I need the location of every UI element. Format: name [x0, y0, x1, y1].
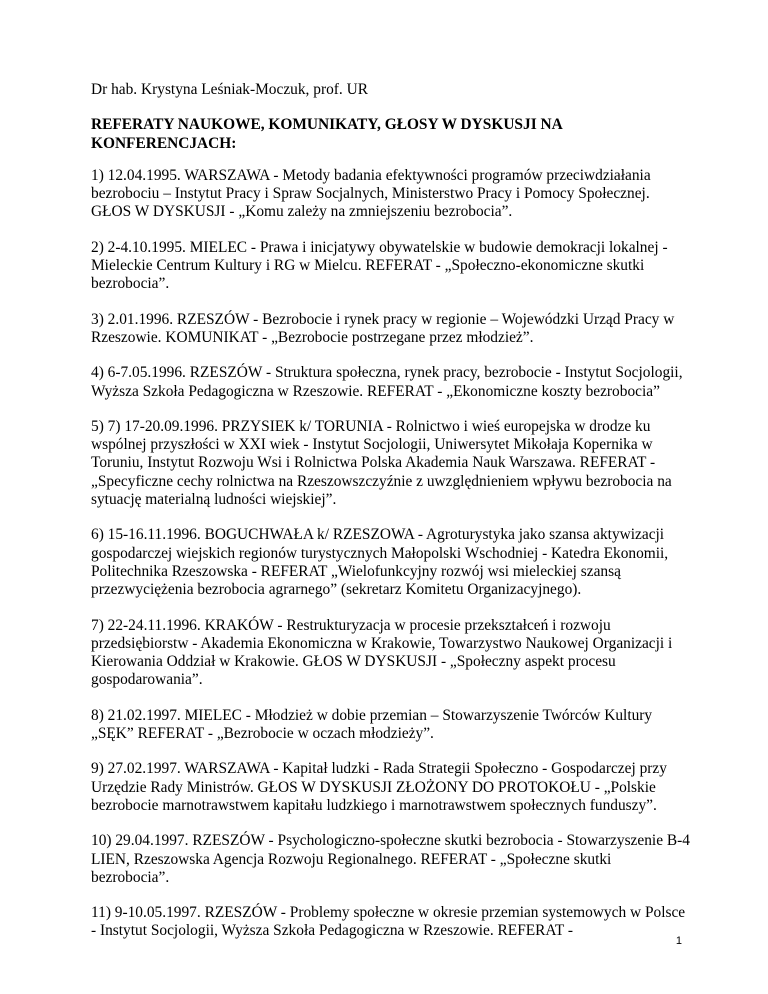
author-line: Dr hab. Krystyna Leśniak-Moczuk, prof. UR — [91, 81, 368, 98]
entry-6: 6) 15-16.11.1996. BOGUCHWAŁA k/ RZESZOWA - Agroturystyka jako szansa aktywizacji gospodarczej wiejskich regionów turystycznych Małopolski Wschodniej - Katedra Ekonomii, Politechnika Rzeszowska - REFERAT „Wielofunkcyjny rozwój wsi mieleckiej szansą przezwyciężenia bezrobocia agrarnego” (sekretarz Komitetu Organizacyjnego). — [91, 526, 669, 599]
page-number: 1 — [675, 935, 682, 947]
document-body — [91, 81, 691, 958]
entry-1: 1) 12.04.1995. WARSZAWA - Metody badania efektywności programów przeciwdziałania bezrobociu – Instytut Pracy i Spraw Socjalnych, Ministerstwo Pracy i Pomocy Społecznej. GŁOS W DYSKUSJI - „Komu zależy na zmniejszeniu bezrobocia”. — [91, 166, 651, 221]
entry-3: 3) 2.01.1996. RZESZÓW - Bezrobocie i rynek pracy w regionie – Wojewódzki Urząd Pracy w Rzeszowie. KOMUNIKAT - „Bezrobocie postrzegane przez młodzież”. — [91, 310, 675, 346]
entry-2: 2) 2-4.10.1995. MIELEC - Prawa i inicjatywy obywatelskie w budowie demokracji lokalnej - Mieleckie Centrum Kultury i RG w Mielcu. REFERAT - „Społeczno-ekonomiczne skutki bezrobocia”. — [91, 238, 668, 293]
entry-9: 9) 27.02.1997. WARSZAWA - Kapitał ludzki - Rada Strategii Społeczno - Gospodarczej przy Urzędzie Rady Ministrów. GŁOS W DYSKUSJI ZŁOŻONY DO PROTOKOŁU - „Polskie bezrobocie marnotrawstwem kapitału ludzkiego i marnotrawstwem społecznych funduszy”. — [91, 760, 667, 814]
entry-4: 4) 6-7.05.1996. RZESZÓW - Struktura społeczna, rynek pracy, bezrobocie - Instytut Socjologii, Wyższa Szkoła Pedagogiczna w Rzeszowie. REFERAT - „Ekonomiczne koszty bezrobocia” — [91, 364, 683, 400]
entry-5: 5) 7) 17-20.09.1996. PRZYSIEK k/ TORUNIA - Rolnictwo i wieś europejska w drodze ku wspólnej przyszłości w XXI wiek - Instytut Socjologii, Uniwersytet Mikołaja Kopernika w Toruniu, Instytut Rozwoju Wsi i Rolnictwa Polska Akademia Nauk Warszawa. REFERAT - „Specyficzne cechy rolnictwa na Rzeszowszczyźnie z uwzględnieniem wpływu bezrobocia na sytuację materialną ludności wiejskiej”. — [91, 417, 672, 509]
entry-8: 8) 21.02.1997. MIELEC - Młodzież w dobie przemian – Stowarzyszenie Twórców Kultury „SĘK” REFERAT - „Bezrobocie w oczach młodzieży”. — [91, 706, 653, 743]
entry-11: 11) 9-10.05.1997. RZESZÓW - Problemy społeczne w okresie przemian systemowych w Polsce - Instytut Socjologii, Wyższa Szkoła Pedagogiczna w Rzeszowie. REFERAT - — [91, 904, 686, 940]
entry-10: 10) 29.04.1997. RZESZÓW - Psychologiczno-społeczne skutki bezrobocia - Stowarzyszenie B-4 LIEN, Rzeszowska Agencja Rozwoju Regionalnego. REFERAT - „Społeczne skutki bezrobocia”. — [91, 832, 690, 886]
section-heading: REFERATY NAUKOWE, KOMUNIKATY, GŁOSY W DYSKUSJI NA KONFERENCJACH: — [91, 116, 562, 152]
entry-7: 7) 22-24.11.1996. KRAKÓW - Restrukturyzacja w procesie przekształceń i rozwoju przedsiębiorstw - Akademia Ekonomiczna w Krakowie, Towarzystwo Naukowej Organizacji i Kierowania Oddział w Krakowie. GŁOS W DYSKUSJI - „Społeczny aspekt procesu gospodarowania”. — [91, 616, 673, 689]
